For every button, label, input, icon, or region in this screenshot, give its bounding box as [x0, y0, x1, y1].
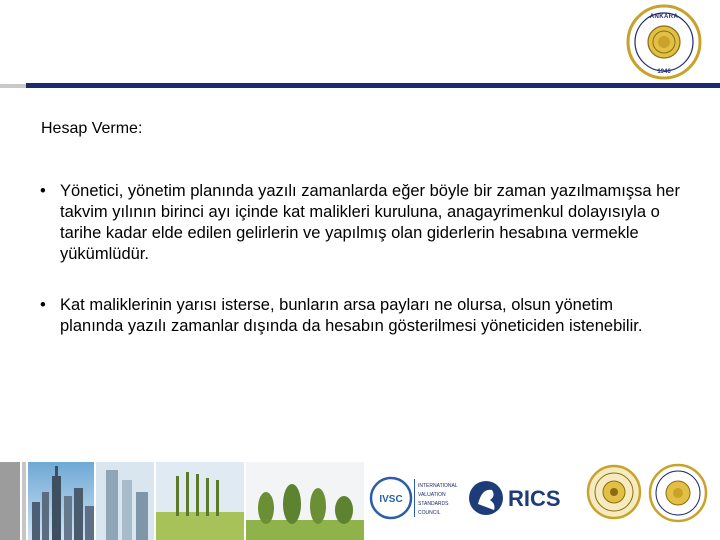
bullet-icon: • [40, 182, 46, 200]
rics-logo-icon [466, 474, 578, 522]
svg-text:1946: 1946 [657, 69, 671, 75]
park-image [246, 462, 364, 540]
svg-text:INTERNATIONAL: INTERNATIONAL [418, 483, 458, 489]
bullet-list [40, 181, 680, 367]
bullet-item [40, 295, 680, 337]
ivsc-logo-icon [368, 475, 460, 521]
svg-text:RICS: RICS [508, 486, 561, 511]
footer-grey-block [0, 462, 20, 540]
bullet-text: Kat maliklerinin yarısı isterse, bunların arsa payları ne olursa, olsun yönetim planında yazılı zamanlar dışında da hesabın gösterilmesi yöneticiden istenebilir. [60, 296, 643, 335]
university-logo-icon [626, 4, 702, 80]
bullet-text: Yönetici, yönetim planında yazılı zamanlarda eğer böyle bir zaman yazılmamışsa her takvim yılının birinci ayı içinde kat malikleri kuruluna, anagayrimenkul dolayısıyla o tarihe kadar elde edilen gelirlerin ve yapılmış olan giderlerin hesabına vermekle yükümlüdür. [60, 182, 680, 263]
bullet-icon: • [40, 296, 46, 314]
header-rule [26, 83, 720, 88]
tower-image [96, 462, 154, 540]
landscape-image [156, 462, 244, 540]
bullet-item [40, 181, 680, 265]
university-seal-icon [586, 464, 642, 520]
svg-text:STANDARDS: STANDARDS [418, 501, 449, 507]
svg-text:IVSC: IVSC [379, 494, 403, 505]
footer-divider [22, 462, 26, 540]
svg-text:COUNCIL: COUNCIL [418, 510, 441, 516]
header-rule-left [0, 84, 26, 88]
svg-text:VALUATION: VALUATION [418, 492, 446, 498]
svg-text:ANKARA: ANKARA [649, 14, 679, 20]
slide-heading: Hesap Verme: [41, 120, 143, 137]
university-seal-icon [648, 462, 708, 524]
city-skyline-image [28, 462, 94, 540]
